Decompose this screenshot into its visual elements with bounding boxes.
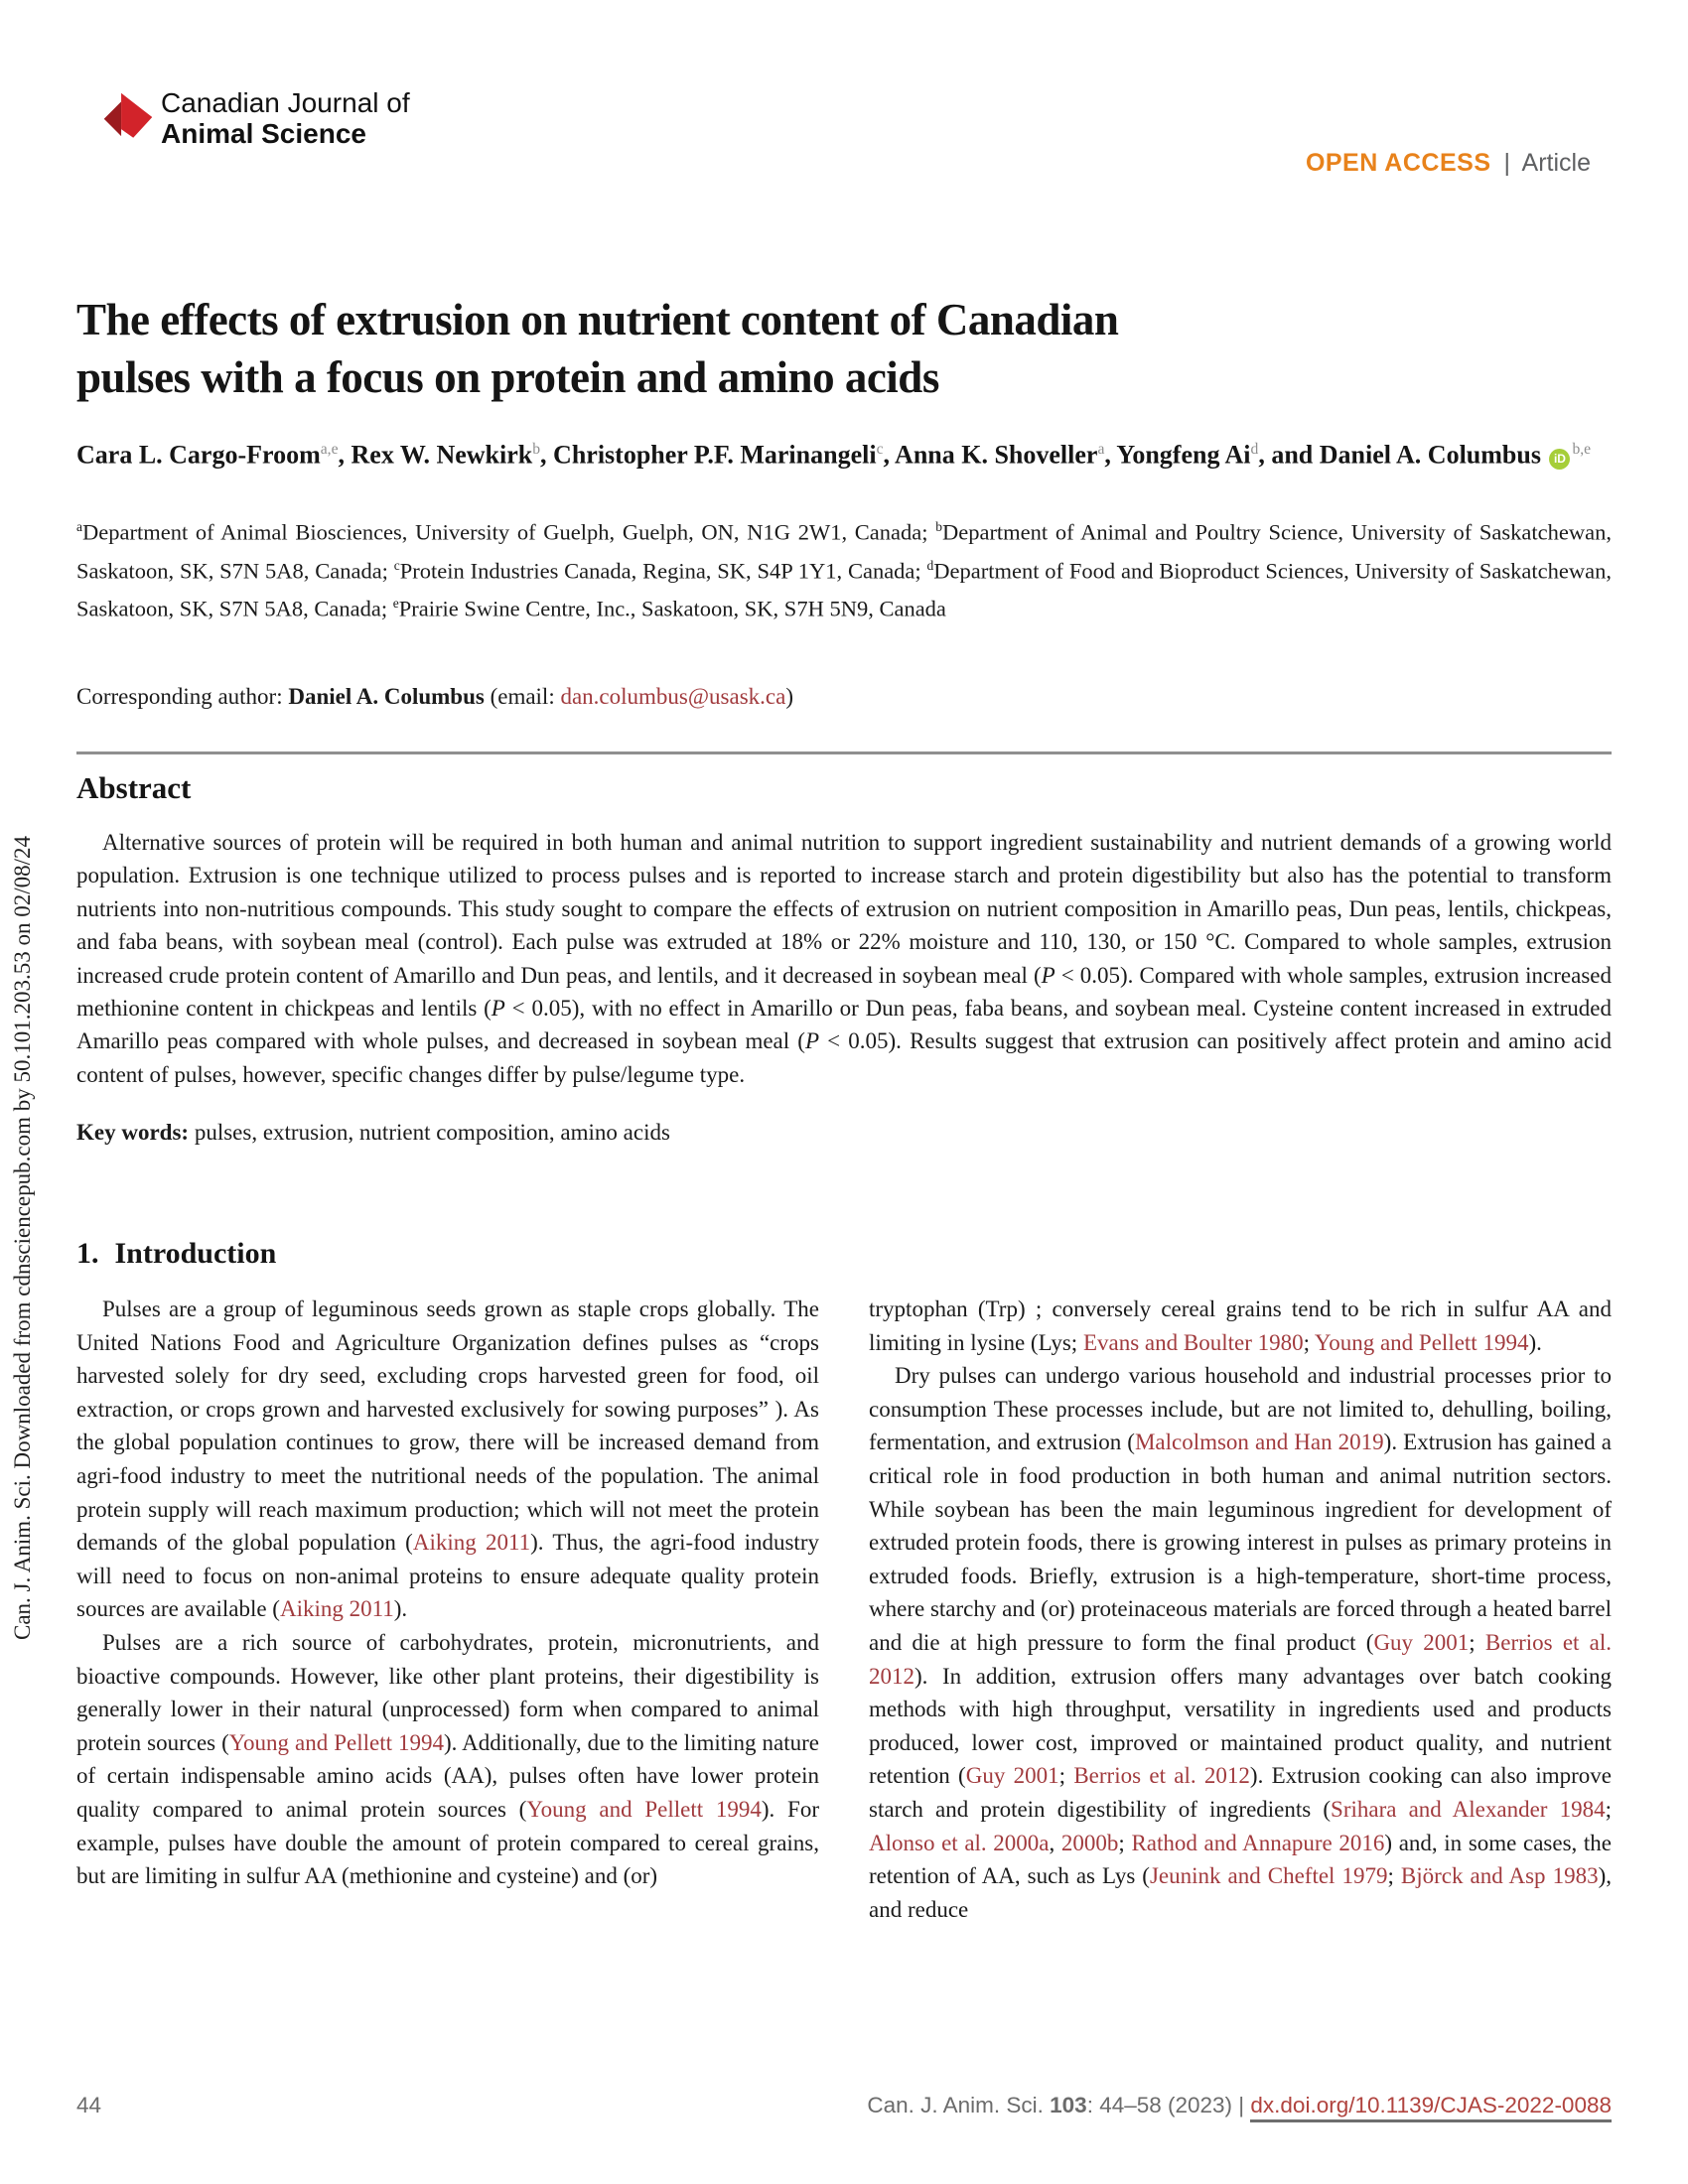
text-run: : 44–58 (2023) | (1086, 2093, 1251, 2117)
text-run: ). Additionally, due to the limiting nature of certain indispensable amino acids (AA), pulses often have lower protein quality compared to animal protein sources ( (76, 1729, 819, 1822)
footer-citation (867, 2093, 1612, 2118)
citation-link[interactable]: Guy 2001 (965, 1763, 1059, 1789)
introduction-heading-text: Introduction (114, 1237, 277, 1270)
citation-link[interactable]: Alonso et al. 2000a (869, 1830, 1050, 1855)
text-run: Pulses are a rich source of carbohydrates, protein, micronutrients, and bioactive compounds. However, like other plant proteins, their digestibility is generally lower in their natural (unprocessed) form when compared to animal protein sources ( (76, 1629, 819, 1755)
page-footer (76, 2093, 1612, 2118)
text-run: d (926, 557, 934, 573)
header-divider: | (1503, 149, 1510, 177)
open-access-badge: OPEN ACCESS (1305, 149, 1491, 177)
text-run: Pulses are a group of leguminous seeds grown as staple crops globally. The United Nations Food and Agriculture Organization defines pulses as “crops harvested solely for dry seed, excluding crops harvested green for food, oil extraction, or crops grown and harvested exclusively for sowing purposes” ). As the global population continues to grow, there will be increased demand from agri-food industry to meet the nutritional needs of the population. The animal protein supply will reach maximum production; which will not meet the protein demands of the global population ( (76, 1297, 819, 1556)
text-run: Daniel A. Columbus (288, 684, 485, 709)
text-run: ; (1303, 1329, 1315, 1355)
divider-rule (76, 751, 1612, 754)
download-watermark: Can. J. Anim. Sci. Downloaded from cdnsciencepub.com by 50.101.203.53 on 02/08/24 (10, 835, 35, 1640)
text-run: < 0.05), with no effect in Amarillo or Dun peas, faba beans, and soybean meal. Cysteine content increased in extruded Amarillo peas compared with whole pulses, and decreased in soybean meal ( (76, 996, 1612, 1054)
abstract-section (76, 770, 1612, 1149)
text-run: Protein Industries Canada, Regina, SK, S4P 1Y1, Canada; (399, 558, 927, 583)
affiliations (76, 510, 1612, 625)
text-run: ) and, in some cases, the retention of AA, such as Lys ( (869, 1830, 1613, 1889)
orcid-icon[interactable]: iD (1549, 449, 1570, 470)
journal-name-line1: Canadian Journal of (161, 87, 410, 118)
citation-link[interactable]: Björck and Asp 1983 (1400, 1863, 1599, 1889)
text-run: P (804, 1028, 820, 1054)
right-column (869, 1293, 1612, 1926)
access-row (1306, 149, 1591, 178)
citation-link[interactable]: 2000b (1060, 1830, 1119, 1855)
journal-name (161, 87, 410, 149)
text-run: b (935, 519, 942, 534)
text-run: Can. J. Anim. Sci. (867, 2093, 1051, 2117)
text-run: Cara L. Cargo-Froom (76, 440, 321, 470)
abstract-heading: Abstract (76, 770, 192, 805)
text-run: P (1041, 962, 1055, 988)
text-run: ) (785, 684, 793, 709)
text-run: tryptophan (Trp) ; conversely cereal grains tend to be rich in sulfur AA and limiting in lysine (Lys; (869, 1297, 1612, 1355)
citation-link[interactable]: Aiking 2011 (412, 1530, 531, 1556)
text-run: ; (1387, 1863, 1401, 1889)
journal-logo-icon (102, 89, 154, 145)
text-run: ; (1605, 1796, 1612, 1822)
citation-link[interactable]: Guy 2001 (1373, 1629, 1470, 1655)
text-run: ). Extrusion cooking can also improve starch and protein digestibility of ingredients ( (869, 1763, 1613, 1822)
authors-line (76, 433, 1612, 473)
citation-link[interactable]: Young and Pellett 1994 (526, 1796, 762, 1822)
text-run: Alternative sources of protein will be required in both human and animal nutrition to support ingredient sustainability and nutrient demands of a growing world population. Extrusion is one technique utilized to process pulses and is reported to increase starch and protein digestibility but also has the potential to transform nutrients into non-nutritious compounds. This study sought to compare the effects of extrusion on nutrient composition in Amarillo peas, Dun peas, lentils, chickpeas, and faba beans, with soybean meal (control). Each pulse was extruded at 18% or 22% moisture and 110, 130, or 150 °C. Compared to whole samples, extrusion increased crude protein content of Amarillo and Dun peas, and lentils, and it decreased in soybean meal ( (76, 830, 1612, 988)
text-run: Corresponding author: (76, 684, 289, 709)
citation-link[interactable]: Young and Pellett 1994 (228, 1729, 444, 1755)
text-run: a (76, 519, 82, 534)
citation-link[interactable]: Jeunink and Cheftel 1979 (1149, 1863, 1388, 1889)
text-run: e (392, 596, 399, 611)
text-run: ; (1058, 1763, 1074, 1789)
introduction-heading-number: 1. (76, 1237, 99, 1270)
text-run: pulses, extrusion, nutrient composition, amino acids (189, 1120, 670, 1146)
text-run: , Christopher P.F. Marinangeli (540, 440, 877, 470)
text-run: , Rex W. Newkirk (338, 440, 533, 470)
doi-link[interactable]: dx.doi.org/10.1139/CJAS-2022-0088 (1250, 2093, 1612, 2122)
email-link[interactable]: dan.columbus@usask.ca (560, 684, 786, 709)
citation-link[interactable]: Berrios et al. 2012 (1073, 1763, 1250, 1789)
citation-link[interactable]: Berrios et al. 2012 (869, 1629, 1613, 1689)
journal-name-line2: Animal Science (161, 118, 366, 149)
text-run: ). (1528, 1329, 1542, 1355)
text-run: ). Thus, the agri-food industry will need to focus on non-animal proteins to ensure adequate quality protein sources are available ( (76, 1530, 819, 1622)
text-run: , (1049, 1830, 1061, 1855)
text-run: c (876, 441, 884, 458)
text-run: , Yongfeng Ai (1104, 440, 1251, 470)
body-paragraph (76, 1293, 819, 1626)
citation-link[interactable]: Young and Pellett 1994 (1314, 1329, 1529, 1355)
body-columns (76, 1293, 1612, 1926)
text-run: , and Daniel A. Columbus (1258, 440, 1548, 470)
article-type-label: Article (1521, 149, 1591, 177)
text-run: d (1250, 441, 1259, 458)
text-run: P (491, 996, 505, 1022)
left-column (76, 1293, 819, 1926)
text-run: b,e (1572, 441, 1592, 458)
citation-link[interactable]: Srihara and Alexander 1984 (1331, 1796, 1606, 1822)
text-run: ; (1118, 1830, 1132, 1855)
body-paragraph (869, 1293, 1612, 1359)
text-run: ). Extrusion has gained a critical role in food production in both human and animal nutrition sectors. While soybean has been the main leguminous ingredient for development of extruded protein foods, there is growing interest in pulses as primary proteins in extruded foods. Briefly, extrusion is a high-temperature, short-time process, where starchy and (or) proteinaceous materials are forced through a heated barrel and die at high pressure to form the final product ( (869, 1430, 1612, 1655)
keywords (76, 1117, 1612, 1149)
text-run: ). For example, pulses have double the amount of protein compared to cereal grains, but are limiting in sulfur AA (methionine and cysteine) and (or) (76, 1796, 819, 1889)
text-run: a (1097, 441, 1105, 458)
body-paragraph (76, 1626, 819, 1893)
text-run: < 0.05). Results suggest that extrusion can positively affect protein and amino acid content of pulses, however, specific changes differ by pulse/legume type. (76, 1028, 1612, 1087)
text-run: c (393, 557, 400, 573)
text-run: b (532, 441, 541, 458)
abstract-text (76, 826, 1612, 1091)
text-run: Dry pulses can undergo various household and industrial processes prior to consumption These processes include, but are not limited to, dehulling, boiling, fermentation, and extrusion ( (869, 1363, 1612, 1455)
text-run: ; (1469, 1629, 1485, 1655)
text-run: Department of Animal and Poultry Science, University of Saskatchewan, Saskatoon, SK, S7N 5A8, Canada; (76, 519, 1612, 583)
body-paragraph (869, 1359, 1612, 1926)
text-run: , Anna K. Shoveller (883, 440, 1098, 470)
article-title-line1: The effects of extrusion on nutrient content of Canadian (76, 295, 1119, 344)
text-run: Key words: (76, 1120, 190, 1146)
text-run: ), and reduce (869, 1863, 1612, 1922)
article-title (76, 291, 1616, 406)
citation-link[interactable]: Evans and Boulter 1980 (1082, 1329, 1304, 1355)
journal-logo (102, 87, 410, 149)
text-run: < 0.05). Compared with whole samples, extrusion increased methionine content in chickpeas and lentils ( (76, 962, 1612, 1022)
text-run: ). (393, 1596, 408, 1622)
text-run: (email: (484, 684, 561, 709)
text-run: Prairie Swine Centre, Inc., Saskatoon, SK, S7H 5N9, Canada (398, 596, 946, 621)
article-title-line2: pulses with a focus on protein and amino acids (76, 352, 939, 402)
citation-link[interactable]: Rathod and Annapure 2016 (1131, 1830, 1385, 1855)
text-run: a,e (320, 441, 339, 458)
corresponding-author (76, 681, 1612, 713)
introduction-heading (76, 1237, 276, 1271)
text-run: ). In addition, extrusion offers many advantages over batch cooking methods with high throughput, versatility in ingredients used and products produced, lower cost, improved or maintained product quality, and nutrient retention ( (869, 1663, 1612, 1789)
text-run: Department of Animal Biosciences, University of Guelph, Guelph, ON, N1G 2W1, Canada; (82, 519, 936, 545)
text-run: 103 (1050, 2093, 1087, 2117)
citation-link[interactable]: Aiking 2011 (279, 1596, 394, 1622)
page-number: 44 (76, 2093, 102, 2117)
citation-link[interactable]: Malcolmson and Han 2019 (1134, 1430, 1384, 1455)
text-run: Department of Food and Bioproduct Sciences, University of Saskatchewan, Saskatoon, SK, S7N 5A8, Canada; (76, 558, 1612, 621)
